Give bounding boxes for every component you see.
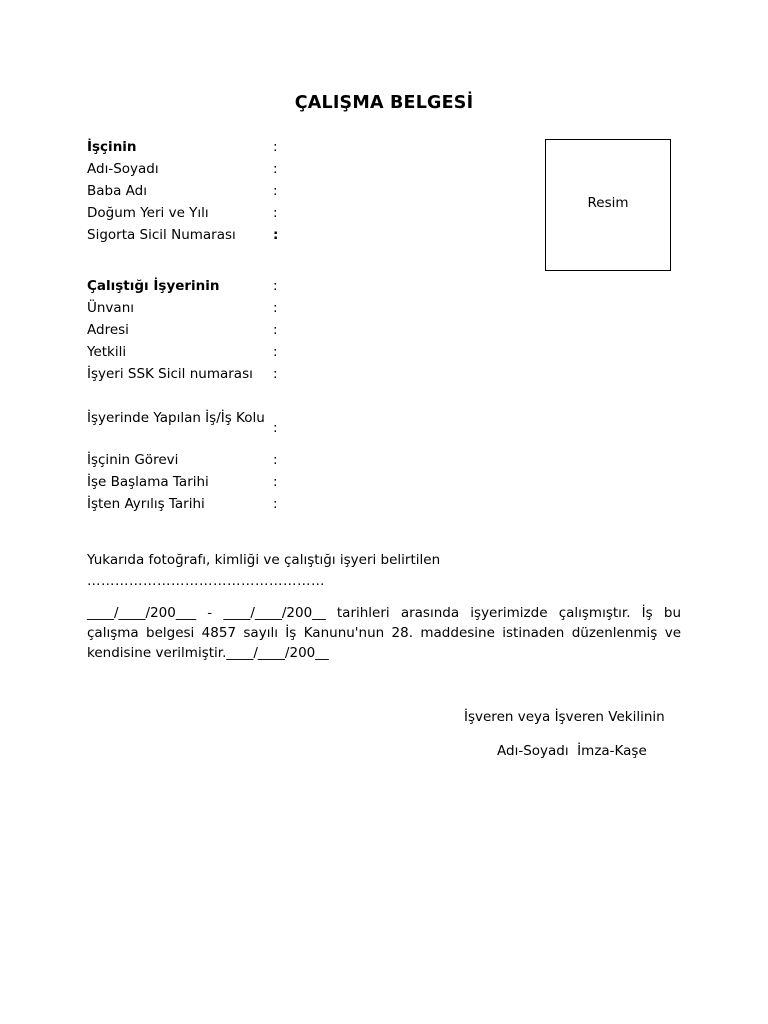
field-colon: : bbox=[273, 278, 278, 294]
field-label-address: Adresi bbox=[87, 322, 129, 338]
field-colon: : bbox=[273, 452, 278, 468]
field-colon: : bbox=[273, 183, 278, 199]
signature-title: İşveren veya İşveren Vekilinin bbox=[464, 709, 665, 725]
field-colon: : bbox=[273, 227, 279, 243]
field-row-insurance-number bbox=[87, 224, 297, 246]
statement-intro: Yukarıda fotoğrafı, kimliği ve çalıştığı işyeri belirtilen bbox=[87, 552, 441, 568]
field-label-duty: İşçinin Görevi bbox=[87, 452, 179, 468]
field-row-business-line bbox=[87, 409, 297, 449]
field-colon: : bbox=[273, 420, 278, 436]
field-row-name bbox=[87, 158, 297, 180]
job-section bbox=[87, 409, 297, 515]
field-row-father-name bbox=[87, 180, 297, 202]
field-colon: : bbox=[273, 474, 278, 490]
field-colon: : bbox=[273, 322, 278, 338]
field-label-birth-place-year: Doğum Yeri ve Yılı bbox=[87, 205, 209, 221]
field-colon: : bbox=[273, 205, 278, 221]
field-label-end-date: İşten Ayrılış Tarihi bbox=[87, 496, 205, 512]
field-label-father-name: Baba Adı bbox=[87, 183, 147, 199]
workplace-section bbox=[87, 275, 297, 385]
workplace-heading-row bbox=[87, 275, 297, 297]
field-colon: : bbox=[273, 139, 278, 155]
field-row-authorized bbox=[87, 341, 297, 363]
field-label-insurance-number: Sigorta Sicil Numarası bbox=[87, 227, 236, 243]
field-colon: : bbox=[273, 496, 278, 512]
photo-label: Resim bbox=[587, 195, 629, 211]
field-row-duty bbox=[87, 449, 297, 471]
field-label-authorized: Yetkili bbox=[87, 344, 127, 360]
signature-name-stamp: Adı-Soyadı İmza-Kaşe bbox=[497, 743, 647, 759]
photo-box bbox=[545, 139, 671, 271]
field-colon: : bbox=[273, 300, 278, 316]
field-label-name: Adı-Soyadı bbox=[87, 161, 159, 177]
field-label-ssk-number: İşyeri SSK Sicil numarası bbox=[87, 366, 253, 382]
field-row-start-date bbox=[87, 471, 297, 493]
worker-heading: İşçinin bbox=[87, 139, 137, 155]
statement-body: ____/____/200___ - ____/____/200__ tarihleri arasında işyerimizde çalışmıştır. İş bu çalışma belgesi 4857 sayılı İş Kanunu'nun 28. maddesine istinaden düzenlenmiş ve kendisine verilmiştir.____/____/200__ bbox=[87, 605, 681, 661]
field-row-title bbox=[87, 297, 297, 319]
field-colon: : bbox=[273, 344, 278, 360]
field-row-ssk-number bbox=[87, 363, 297, 385]
worker-section bbox=[87, 136, 297, 246]
worker-heading-row bbox=[87, 136, 297, 158]
field-row-birth-place-year bbox=[87, 202, 297, 224]
field-row-address bbox=[87, 319, 297, 341]
document-title: ÇALIŞMA BELGESİ bbox=[294, 93, 474, 113]
field-label-business-line: İşyerinde Yapılan İş/İş Kolu bbox=[87, 410, 265, 426]
workplace-heading: Çalıştığı İşyerinin bbox=[87, 278, 220, 294]
field-colon: : bbox=[273, 161, 278, 177]
statement-dots: …………………………………………… bbox=[87, 573, 325, 589]
field-label-start-date: İşe Başlama Tarihi bbox=[87, 474, 209, 490]
field-row-end-date bbox=[87, 493, 297, 515]
field-colon: : bbox=[273, 366, 278, 382]
field-label-title: Ünvanı bbox=[87, 300, 135, 316]
